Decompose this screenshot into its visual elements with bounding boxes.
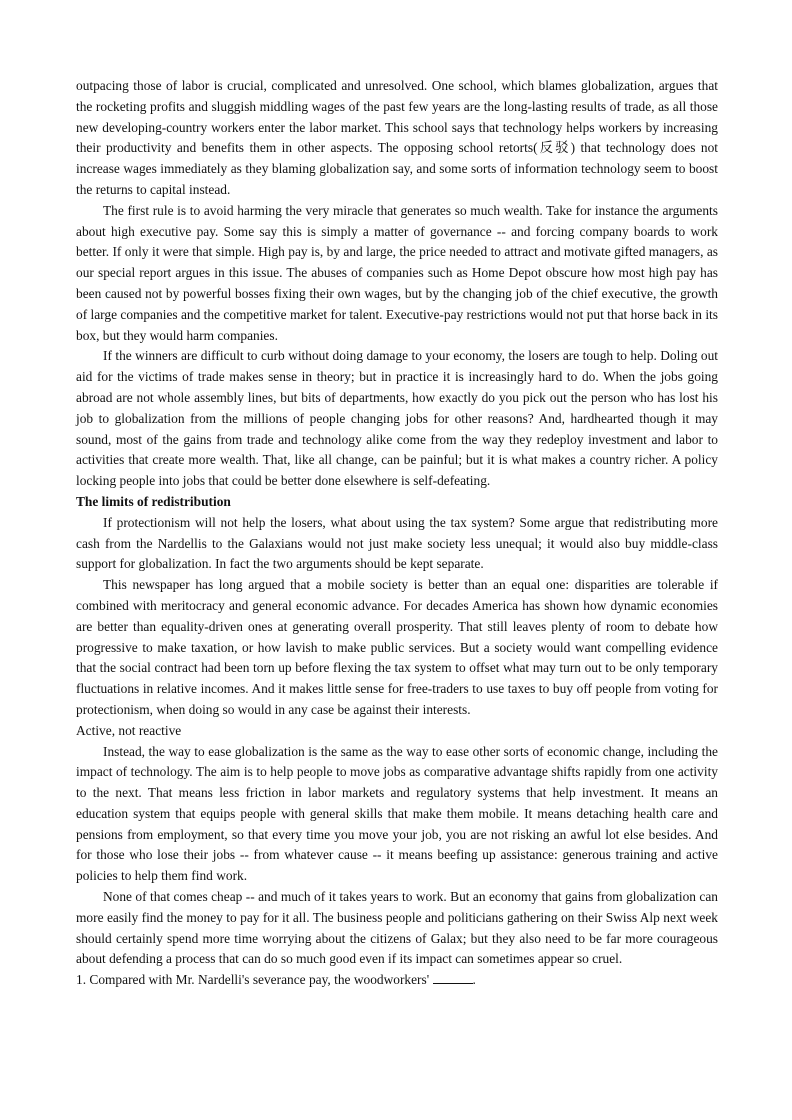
answer-blank[interactable] xyxy=(433,970,473,984)
paragraph: outpacing those of labor is crucial, complicated and unresolved. One school, which blames globalization, argues that the rocketing profits and sluggish middling wages of the past few years are the long-lasting results of trade, as all those new developing-country workers enter the labor market. This school says that technology helps workers by increasing their productivity and benefits them in other aspects. The opposing school retorts(反驳) that technology does not increase wages immediately as they blaming globalization say, and some sorts of information technology seem to boost the returns to capital instead. xyxy=(76,78,718,197)
section-subheading: Active, not reactive xyxy=(76,722,182,738)
paragraph: None of that comes cheap -- and much of it takes years to work. But an economy that gains from globalization can more easily find the money to pay for it all. The business people and politicians gathering on their Swiss Alp next week should certainly spend more time worrying about the citizens of Galax; but they also need to be far more courageous about defending a process that can do so much good even if its impact can sometimes appear so cruel. xyxy=(76,889,718,967)
paragraph: Instead, the way to ease globalization is the same as the way to ease other sorts of economic change, including the impact of technology. The aim is to help people to move jobs as comparative advantage shifts rapidly from one activity to the next. That means less friction in labor markets and regulatory systems that help investment. It means an education system that equips people with general skills that make them mobile. It means detaching health care and pensions from employment, so that every time you move your job, you are not risking an awful lot else besides. And for those who lose their jobs -- from whatever cause -- it means beefing up assistance: generous training and active policies to help them find work. xyxy=(76,743,718,884)
question-item xyxy=(76,970,718,991)
section-heading: The limits of redistribution xyxy=(76,493,231,509)
question-end: . xyxy=(472,972,476,988)
paragraph: This newspaper has long argued that a mobile society is better than an equal one: disparities are tolerable if combined with meritocracy and general economic advance. For decades America has shown how dynamic economies are better than equality-driven ones at generating overall prosperity. That still leaves plenty of room to debate how progressive to make taxation, or how lavish to make public services. But a society would want compelling evidence that the social contract had been torn up before flexing the tax system to offset what may turn out to be only temporary fluctuations in relative incomes. And it makes little sense for free-traders to use taxes to buy off people from voting for protectionism, when doing so would in any case be against their interests. xyxy=(76,577,718,717)
paragraph: The first rule is to avoid harming the very miracle that generates so much wealth. Take for instance the arguments about high executive pay. Some say this is simply a matter of governance -- and forcing company boards to work better. If only it were that simple. High pay is, by and large, the price needed to attract and motivate gifted managers, as our special report argues in this issue. The abuses of companies such as Home Depot obscure how most high pay has been caused not by powerful bosses fixing their own wages, but by the changing job of the chief executive, the growth of large companies and the competitive market for talent. Executive-pay restrictions would not put that horse back in its box, but they would harm companies. xyxy=(76,202,718,343)
paragraph: If the winners are difficult to curb without doing damage to your economy, the losers are tough to help. Doling out aid for the victims of trade makes sense in theory; but in practice it is increasingly hard to do. When the jobs going abroad are not whole assembly lines, but bits of departments, how exactly do you pick out the person who has lost his job to globalization from the millions of people changing jobs for other reasons? And, hardhearted though it may sound, most of the gains from trade and technology alike come from the way they redeploy investment and labor to activities that create more wealth. That, like all change, can be painful; but it is what makes a country richer. A policy locking people into jobs that could be better done elsewhere is self-defeating. xyxy=(76,348,718,489)
document-page xyxy=(76,76,718,991)
paragraph: If protectionism will not help the losers, what about using the tax system? Some argue that redistributing more cash from the Nardellis to the Galaxians would not just make society less unequal; it would also buy middle-class support for globalization. In fact the two arguments should be kept separate. xyxy=(76,514,718,572)
question-text: 1. Compared with Mr. Nardelli's severance pay, the woodworkers' xyxy=(76,972,430,988)
